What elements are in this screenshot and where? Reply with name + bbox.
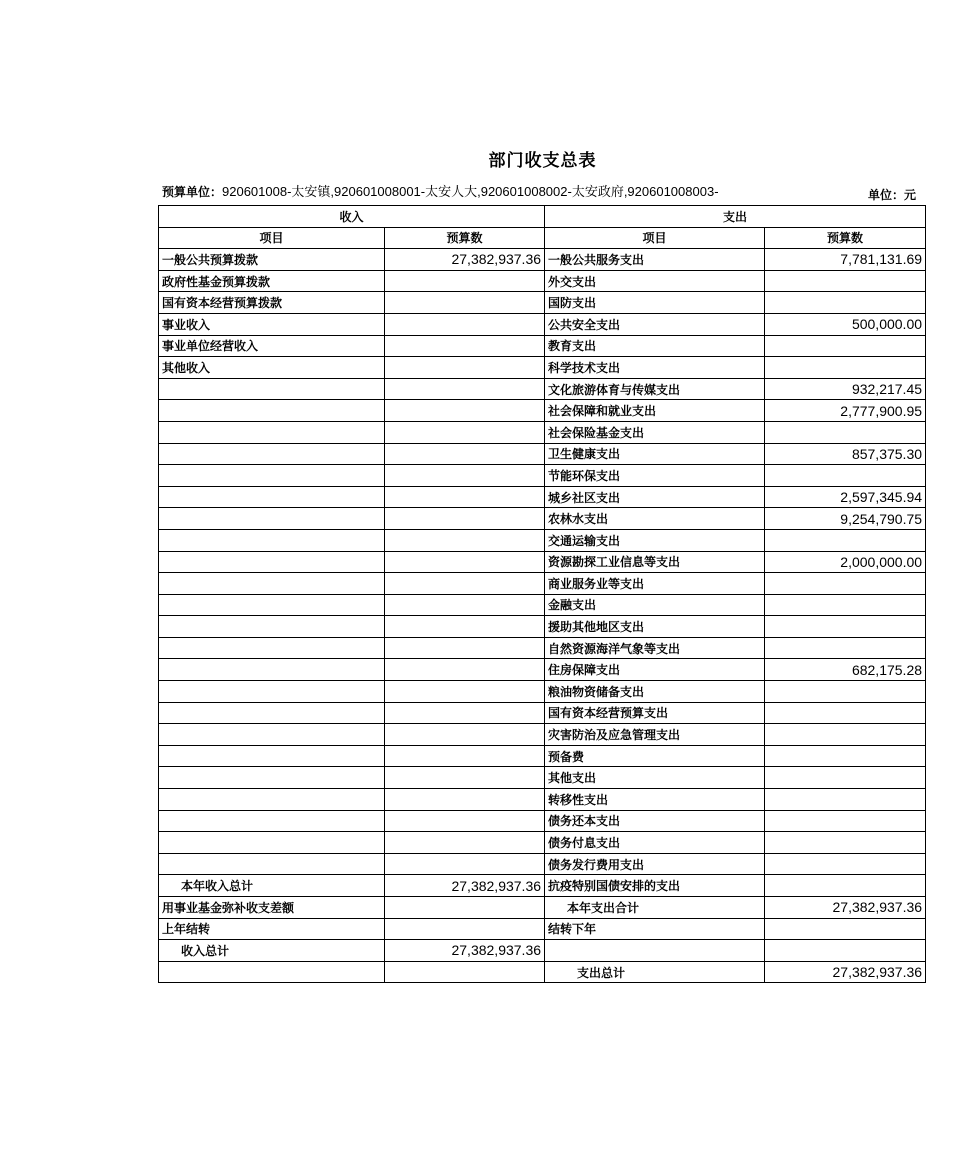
expense-amount-cell: 7,781,131.69 bbox=[765, 249, 926, 271]
income-item-cell bbox=[159, 465, 385, 487]
income-item-cell: 用事业基金弥补收支差额 bbox=[159, 897, 385, 919]
expense-amount-cell bbox=[765, 810, 926, 832]
expense-amount-cell bbox=[765, 832, 926, 854]
table-row bbox=[159, 313, 926, 335]
expense-amount-cell bbox=[765, 292, 926, 314]
expense-item-cell: 公共安全支出 bbox=[545, 313, 765, 335]
expense-item-cell: 结转下年 bbox=[545, 918, 765, 940]
table-row bbox=[159, 529, 926, 551]
table-row bbox=[159, 551, 926, 573]
income-amount-cell bbox=[385, 551, 545, 573]
income-item-cell bbox=[159, 573, 385, 595]
expense-item-cell: 抗疫特别国债安排的支出 bbox=[545, 875, 765, 897]
income-amount-cell bbox=[385, 681, 545, 703]
expense-item-cell: 债务还本支出 bbox=[545, 810, 765, 832]
table-row bbox=[159, 443, 926, 465]
expense-amount-cell bbox=[765, 270, 926, 292]
income-item-cell bbox=[159, 767, 385, 789]
table-row bbox=[159, 702, 926, 724]
expense-amount-cell: 27,382,937.36 bbox=[765, 897, 926, 919]
income-item-cell bbox=[159, 961, 385, 983]
income-amount-cell bbox=[385, 313, 545, 335]
budget-table-body bbox=[159, 206, 926, 983]
income-item-cell bbox=[159, 681, 385, 703]
income-amount-cell bbox=[385, 767, 545, 789]
income-item-cell bbox=[159, 832, 385, 854]
income-item-cell bbox=[159, 378, 385, 400]
expense-amount-cell: 2,597,345.94 bbox=[765, 486, 926, 508]
expense-amount-cell: 857,375.30 bbox=[765, 443, 926, 465]
income-item-cell bbox=[159, 421, 385, 443]
table-row bbox=[159, 897, 926, 919]
income-item-cell bbox=[159, 616, 385, 638]
income-amount-cell bbox=[385, 573, 545, 595]
expense-item-cell: 交通运输支出 bbox=[545, 529, 765, 551]
table-row bbox=[159, 270, 926, 292]
expense-amount-cell bbox=[765, 918, 926, 940]
table-row bbox=[159, 810, 926, 832]
page-title: 部门收支总表 bbox=[488, 151, 597, 171]
budget-table bbox=[158, 205, 926, 983]
income-item-cell bbox=[159, 637, 385, 659]
expense-amount-cell bbox=[765, 573, 926, 595]
expense-amount-cell: 2,000,000.00 bbox=[765, 551, 926, 573]
expense-amount-cell: 2,777,900.95 bbox=[765, 400, 926, 422]
income-amount-cell bbox=[385, 616, 545, 638]
expense-item-cell: 城乡社区支出 bbox=[545, 486, 765, 508]
expense-amount-cell bbox=[765, 594, 926, 616]
income-item-cell: 事业单位经营收入 bbox=[159, 335, 385, 357]
income-item-cell: 收入总计 bbox=[159, 940, 385, 962]
expense-amount-cell bbox=[765, 529, 926, 551]
expense-amount-cell bbox=[765, 335, 926, 357]
table-row bbox=[159, 940, 926, 962]
expense-item-cell: 农林水支出 bbox=[545, 508, 765, 530]
income-amount-cell bbox=[385, 745, 545, 767]
expense-item-cell: 社会保障和就业支出 bbox=[545, 400, 765, 422]
expense-amount-cell bbox=[765, 421, 926, 443]
expense-item-cell: 国有资本经营预算支出 bbox=[545, 702, 765, 724]
expense-amount-cell bbox=[765, 724, 926, 746]
income-amount-cell bbox=[385, 400, 545, 422]
income-amount-cell bbox=[385, 443, 545, 465]
income-item-cell: 一般公共预算拨款 bbox=[159, 249, 385, 271]
income-item-cell bbox=[159, 745, 385, 767]
expense-amount-cell bbox=[765, 767, 926, 789]
table-row bbox=[159, 832, 926, 854]
expense-amount-cell bbox=[765, 465, 926, 487]
income-item-cell bbox=[159, 724, 385, 746]
expense-amount-cell bbox=[765, 637, 926, 659]
table-row bbox=[159, 789, 926, 811]
table-row bbox=[159, 249, 926, 271]
table-row bbox=[159, 292, 926, 314]
expense-amount-cell bbox=[765, 789, 926, 811]
income-section-header: 收入 bbox=[159, 206, 545, 228]
expense-item-cell: 债务付息支出 bbox=[545, 832, 765, 854]
income-amount-cell bbox=[385, 659, 545, 681]
expense-item-cell: 科学技术支出 bbox=[545, 357, 765, 379]
expense-item-cell: 社会保险基金支出 bbox=[545, 421, 765, 443]
budget-unit-value: 920601008-太安镇,920601008001-太安人大,920601008002-太安政府,920601008003- bbox=[222, 184, 719, 199]
table-row bbox=[159, 961, 926, 983]
expense-item-cell: 住房保障支出 bbox=[545, 659, 765, 681]
expense-amount-cell bbox=[765, 745, 926, 767]
income-item-cell: 事业收入 bbox=[159, 313, 385, 335]
income-amount-cell bbox=[385, 789, 545, 811]
income-amount-cell bbox=[385, 486, 545, 508]
income-amount-cell bbox=[385, 853, 545, 875]
expense-item-cell bbox=[545, 940, 765, 962]
table-row bbox=[159, 465, 926, 487]
expense-item-cell: 商业服务业等支出 bbox=[545, 573, 765, 595]
income-amount-cell bbox=[385, 897, 545, 919]
table-row bbox=[159, 767, 926, 789]
expense-item-cell: 债务发行费用支出 bbox=[545, 853, 765, 875]
expense-item-cell: 一般公共服务支出 bbox=[545, 249, 765, 271]
income-amount-cell bbox=[385, 594, 545, 616]
income-item-cell bbox=[159, 443, 385, 465]
expense-item-cell: 金融支出 bbox=[545, 594, 765, 616]
budget-unit-label: 预算单位： bbox=[162, 185, 223, 199]
income-item-header: 项目 bbox=[159, 227, 385, 249]
expense-item-cell: 粮油物资储备支出 bbox=[545, 681, 765, 703]
expense-amount-cell bbox=[765, 702, 926, 724]
expense-item-cell: 卫生健康支出 bbox=[545, 443, 765, 465]
income-amount-cell: 27,382,937.36 bbox=[385, 940, 545, 962]
income-item-cell bbox=[159, 529, 385, 551]
table-row bbox=[159, 357, 926, 379]
income-amount-cell: 27,382,937.36 bbox=[385, 249, 545, 271]
income-item-cell: 上年结转 bbox=[159, 918, 385, 940]
income-item-cell: 本年收入总计 bbox=[159, 875, 385, 897]
expense-item-cell: 本年支出合计 bbox=[545, 897, 765, 919]
income-amount-cell bbox=[385, 421, 545, 443]
expense-amount-cell: 27,382,937.36 bbox=[765, 961, 926, 983]
expense-item-cell: 外交支出 bbox=[545, 270, 765, 292]
income-amount-cell bbox=[385, 702, 545, 724]
table-row bbox=[159, 421, 926, 443]
table-row bbox=[159, 378, 926, 400]
income-item-cell bbox=[159, 594, 385, 616]
income-item-cell bbox=[159, 508, 385, 530]
expense-amount-cell bbox=[765, 616, 926, 638]
section-header-row bbox=[159, 206, 926, 228]
expense-item-cell: 预备费 bbox=[545, 745, 765, 767]
expense-amount-cell: 932,217.45 bbox=[765, 378, 926, 400]
income-amount-cell bbox=[385, 335, 545, 357]
table-row bbox=[159, 486, 926, 508]
table-row bbox=[159, 875, 926, 897]
expense-amount-cell bbox=[765, 357, 926, 379]
income-item-cell bbox=[159, 400, 385, 422]
table-row bbox=[159, 508, 926, 530]
expense-amount-cell bbox=[765, 940, 926, 962]
expense-item-cell: 教育支出 bbox=[545, 335, 765, 357]
table-row bbox=[159, 637, 926, 659]
income-amount-cell bbox=[385, 292, 545, 314]
budget-unit-line bbox=[162, 184, 922, 204]
expense-item-cell: 自然资源海洋气象等支出 bbox=[545, 637, 765, 659]
income-item-cell bbox=[159, 789, 385, 811]
table-row bbox=[159, 681, 926, 703]
expense-amount-cell: 682,175.28 bbox=[765, 659, 926, 681]
expense-amount-cell bbox=[765, 875, 926, 897]
column-header-row bbox=[159, 227, 926, 249]
income-amount-cell bbox=[385, 961, 545, 983]
income-amount-cell bbox=[385, 465, 545, 487]
expense-item-cell: 援助其他地区支出 bbox=[545, 616, 765, 638]
table-row bbox=[159, 745, 926, 767]
table-row bbox=[159, 616, 926, 638]
expense-item-cell: 文化旅游体育与传媒支出 bbox=[545, 378, 765, 400]
table-row bbox=[159, 573, 926, 595]
income-amount-cell bbox=[385, 637, 545, 659]
income-amount-cell: 27,382,937.36 bbox=[385, 875, 545, 897]
expense-item-cell: 资源勘探工业信息等支出 bbox=[545, 551, 765, 573]
table-row bbox=[159, 594, 926, 616]
table-row bbox=[159, 853, 926, 875]
expense-section-header: 支出 bbox=[545, 206, 926, 228]
income-amount-cell bbox=[385, 529, 545, 551]
income-item-cell: 其他收入 bbox=[159, 357, 385, 379]
income-item-cell bbox=[159, 486, 385, 508]
expense-amount-cell bbox=[765, 853, 926, 875]
income-item-cell bbox=[159, 810, 385, 832]
income-item-cell bbox=[159, 702, 385, 724]
income-amount-header: 预算数 bbox=[385, 227, 545, 249]
expense-item-cell: 转移性支出 bbox=[545, 789, 765, 811]
income-amount-cell bbox=[385, 832, 545, 854]
expense-item-cell: 灾害防治及应急管理支出 bbox=[545, 724, 765, 746]
income-amount-cell bbox=[385, 357, 545, 379]
income-amount-cell bbox=[385, 270, 545, 292]
expense-item-header: 项目 bbox=[545, 227, 765, 249]
expense-amount-cell: 500,000.00 bbox=[765, 313, 926, 335]
expense-item-cell: 支出总计 bbox=[545, 961, 765, 983]
expense-item-cell: 其他支出 bbox=[545, 767, 765, 789]
expense-amount-header: 预算数 bbox=[765, 227, 926, 249]
income-amount-cell bbox=[385, 918, 545, 940]
table-row bbox=[159, 918, 926, 940]
income-amount-cell bbox=[385, 724, 545, 746]
income-amount-cell bbox=[385, 810, 545, 832]
expense-item-cell: 节能环保支出 bbox=[545, 465, 765, 487]
table-row bbox=[159, 659, 926, 681]
expense-item-cell: 国防支出 bbox=[545, 292, 765, 314]
income-item-cell bbox=[159, 551, 385, 573]
table-row bbox=[159, 400, 926, 422]
income-amount-cell bbox=[385, 508, 545, 530]
expense-amount-cell bbox=[765, 681, 926, 703]
expense-amount-cell: 9,254,790.75 bbox=[765, 508, 926, 530]
income-item-cell: 国有资本经营预算拨款 bbox=[159, 292, 385, 314]
table-row bbox=[159, 724, 926, 746]
income-item-cell: 政府性基金预算拨款 bbox=[159, 270, 385, 292]
currency-unit: 单位：元 bbox=[868, 188, 917, 202]
table-row bbox=[159, 335, 926, 357]
income-item-cell bbox=[159, 659, 385, 681]
income-amount-cell bbox=[385, 378, 545, 400]
income-item-cell bbox=[159, 853, 385, 875]
